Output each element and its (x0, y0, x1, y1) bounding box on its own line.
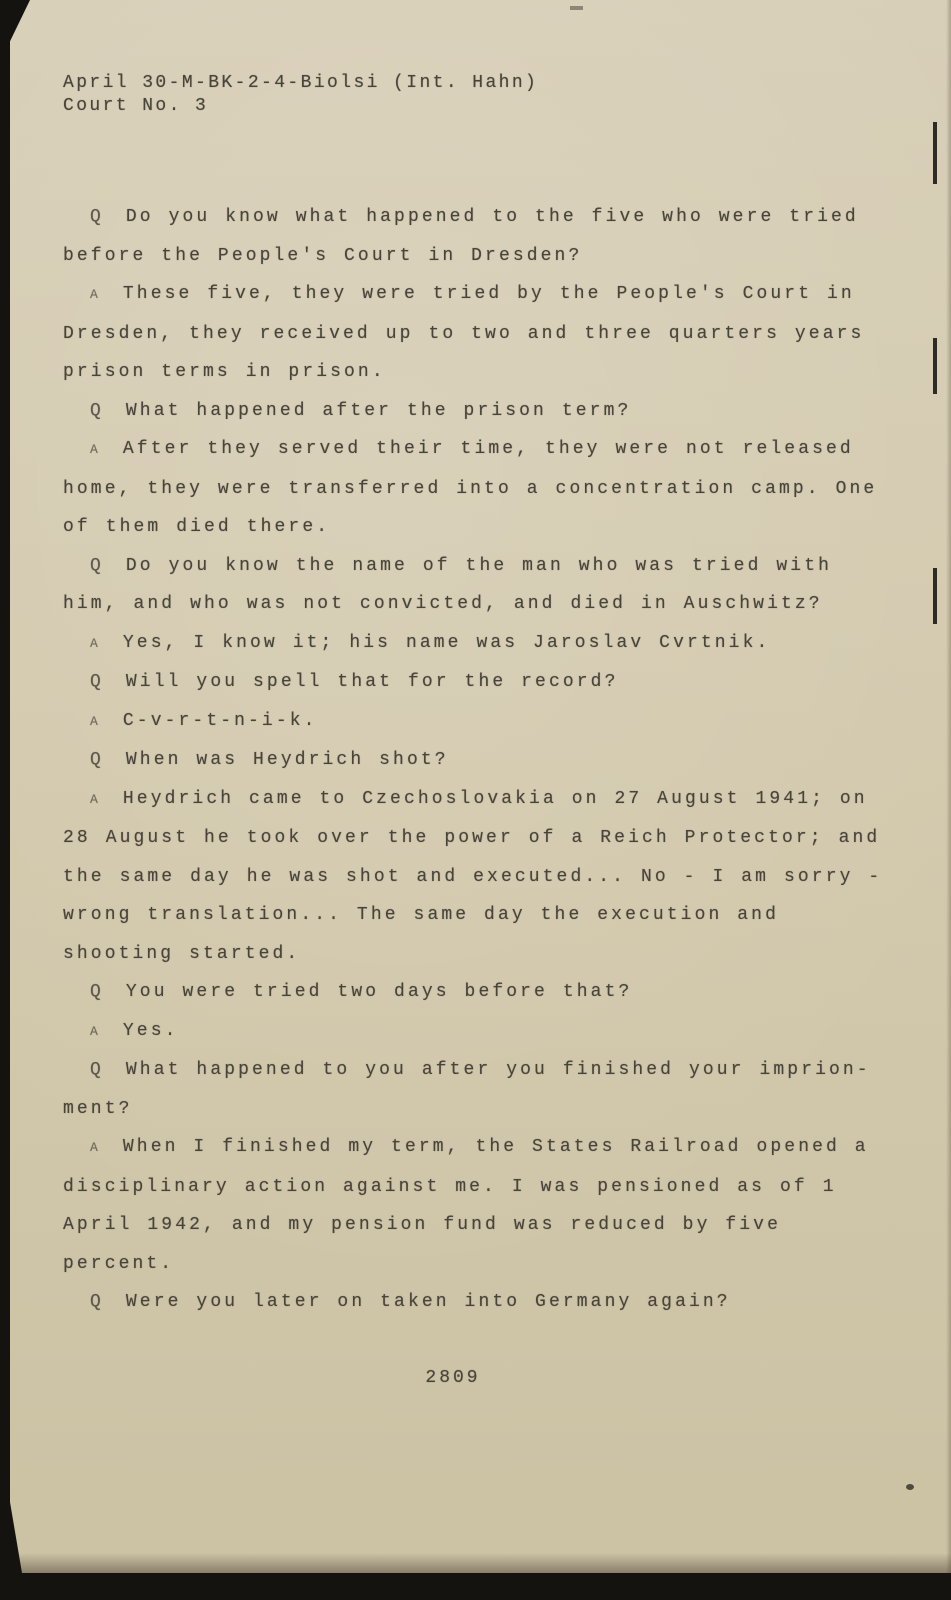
utterance-text: What happened to you after you finished your imprion-ment? (63, 1060, 871, 1119)
speaker-label: A (90, 1023, 101, 1039)
qa-paragraph (63, 663, 885, 702)
utterance-text: Will you spell that for the record? (125, 672, 619, 692)
scan-artifact-dash (933, 122, 937, 184)
page-footer (63, 1368, 843, 1388)
scan-artifact-dash (933, 568, 937, 624)
qa-paragraph (63, 702, 885, 742)
scan-artifact-dash (570, 6, 583, 10)
qa-paragraph (63, 1012, 885, 1052)
speaker-label: A (90, 713, 101, 729)
qa-paragraph (63, 1051, 885, 1128)
qa-paragraph (63, 392, 885, 431)
utterance-text: What happened after the prison term? (125, 400, 632, 421)
speaker-label: A (90, 635, 101, 651)
speaker-label: Q (90, 750, 104, 770)
utterance-text: Yes. (122, 1020, 179, 1041)
speaker-label: A (90, 442, 101, 457)
qa-paragraph (63, 741, 885, 780)
utterance-text: These five, they were tried by the People's Court in Dresden, they received up to two and three quarters years prison terms in prison. (63, 284, 865, 382)
speaker-label: A (90, 1140, 101, 1155)
utterance-text: Were you later on taken into Germany again? (125, 1292, 731, 1312)
speaker-label: Q (90, 207, 104, 227)
speaker-label: A (90, 791, 101, 807)
qa-paragraph (63, 198, 885, 275)
utterance-text: When I finished my term, the States Railroad opened a disciplinary action against me. I was pensioned as of 1 April 1942, and my pension fund was reduced by five percent. (63, 1137, 869, 1274)
utterance-text: When was Heydrich shot? (125, 750, 449, 770)
scan-bottom-shadow (0, 1553, 951, 1573)
scan-artifact-dash (933, 338, 937, 394)
qa-paragraph (63, 973, 885, 1012)
qa-paragraph (63, 1283, 885, 1322)
utterance-text: Heydrich came to Czechoslovakia on 27 August 1941; on 28 August he took over the power of a Reich Protector; and the same day he was shot and executed... No - I am sorry - wrong translation... The same day the execution and shooting started. (63, 788, 883, 964)
qa-paragraph (63, 624, 885, 664)
utterance-text: Do you know the name of the man who was tried with him, and who was not convicted, and died in Auschwitz? (63, 555, 832, 614)
speaker-label: Q (90, 1060, 104, 1080)
utterance-text: After they served their time, they were not released home, they were transferred into a concentration camp. One of them died there. (63, 439, 878, 537)
utterance-text: C-v-r-t-n-i-k. (122, 710, 318, 731)
speaker-label: Q (90, 1292, 104, 1312)
speaker-label: Q (90, 400, 104, 421)
qa-paragraph (63, 547, 885, 624)
utterance-text: You were tried two days before that? (125, 982, 633, 1002)
scan-artifact-dot (906, 1484, 914, 1490)
document-header (63, 72, 891, 118)
scan-edge-left (0, 0, 10, 1600)
scan-edge-right (946, 0, 951, 1600)
header-case-line: April 30-M-BK-2-4-Biolsi (Int. Hahn) (63, 73, 539, 93)
qa-paragraph (63, 1128, 885, 1283)
utterance-text: Yes, I know it; his name was Jaroslav Cvrtnik. (122, 632, 771, 653)
qa-paragraph (63, 780, 885, 974)
speaker-label: A (90, 287, 101, 302)
scan-edge-bottom (0, 1573, 951, 1600)
transcript-body (63, 198, 885, 1322)
speaker-label: Q (90, 555, 104, 576)
header-court-line: Court No. 3 (63, 96, 209, 116)
qa-paragraph (63, 430, 885, 547)
utterance-text: Do you know what happened to the five who were tried before the People's Court in Dresden? (63, 207, 859, 266)
page-number: 2809 (425, 1368, 481, 1388)
speaker-label: Q (90, 672, 104, 692)
qa-paragraph (63, 275, 885, 392)
speaker-label: Q (90, 982, 104, 1002)
